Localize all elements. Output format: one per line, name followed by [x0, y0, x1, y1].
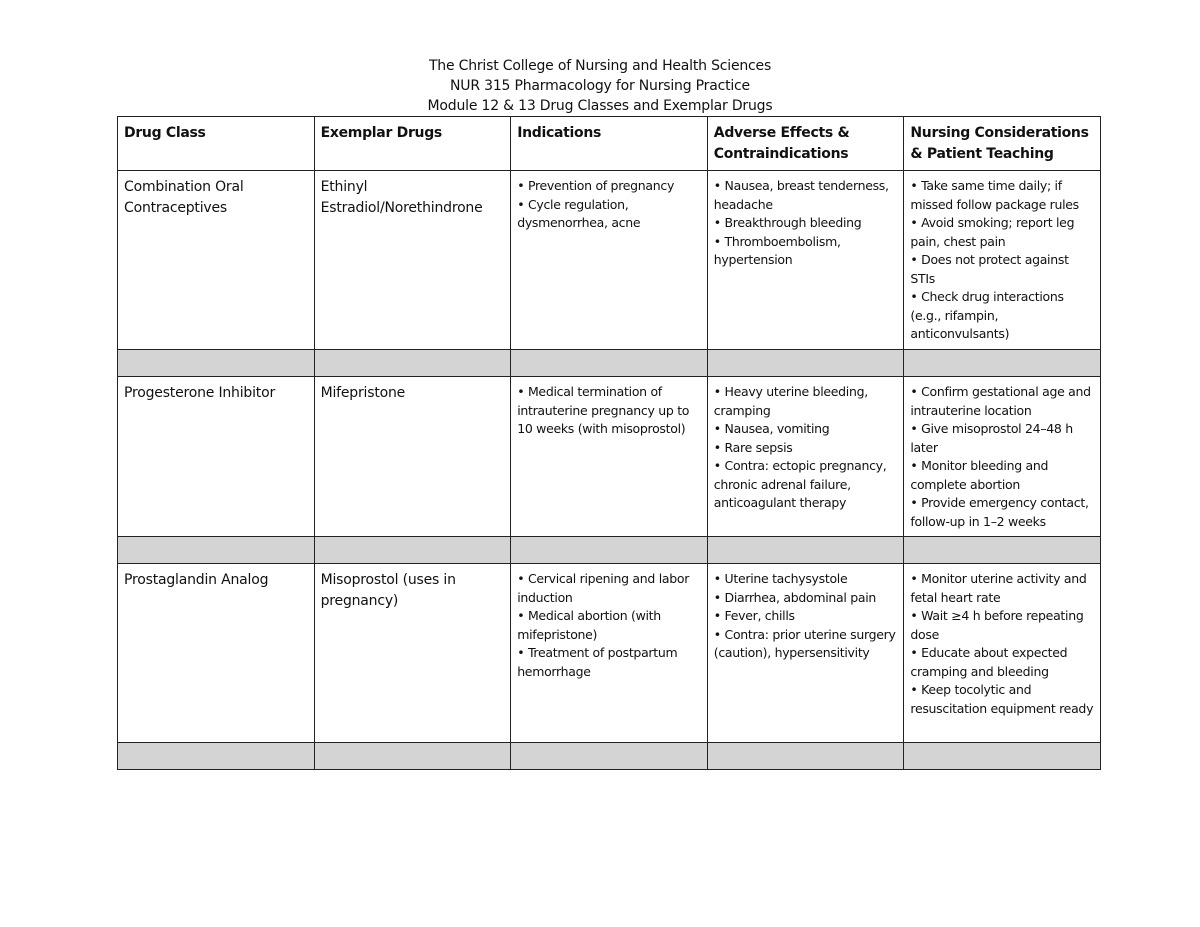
spacer-cell — [118, 350, 315, 377]
spacer-cell — [511, 537, 708, 564]
exemplar-drug-cell: Misoprostol (uses in pregnancy) — [314, 564, 511, 743]
bullet-item: • Take same time daily; if missed follow package rules — [910, 177, 1094, 214]
bullet-item: • Contra: ectopic pregnancy, chronic adrenal failure, anticoagulant therapy — [714, 457, 898, 513]
bullet-item: • Contra: prior uterine surgery (caution), hypersensitivity — [714, 626, 898, 663]
bullet-item: • Cycle regulation, dysmenorrhea, acne — [517, 196, 701, 233]
shaded-spacer-row — [118, 350, 1101, 377]
column-header-drug-class: Drug Class — [118, 117, 315, 171]
bullet-item: • Monitor bleeding and complete abortion — [910, 457, 1094, 494]
nursing-considerations-cell — [904, 377, 1101, 537]
bullet-item: • Breakthrough bleeding — [714, 214, 898, 233]
column-header-nursing-considerations: Nursing Considerations & Patient Teaching — [904, 117, 1101, 171]
bullet-item: • Does not protect against STIs — [910, 251, 1094, 288]
spacer-cell — [314, 537, 511, 564]
indications-cell — [511, 564, 708, 743]
column-header-exemplar-drugs: Exemplar Drugs — [314, 117, 511, 171]
spacer-cell — [118, 537, 315, 564]
adverse-effects-cell — [707, 171, 904, 350]
bullet-item: • Rare sepsis — [714, 439, 898, 458]
exemplar-drug-cell: Mifepristone — [314, 377, 511, 537]
bullet-item: • Check drug interactions (e.g., rifampin, anticonvulsants) — [910, 288, 1094, 344]
bullet-item: • Educate about expected cramping and bleeding — [910, 644, 1094, 681]
bullet-item: • Keep tocolytic and resuscitation equipment ready — [910, 681, 1094, 718]
bullet-item: • Nausea, vomiting — [714, 420, 898, 439]
bullet-item: • Heavy uterine bleeding, cramping — [714, 383, 898, 420]
bullet-item: • Confirm gestational age and intrauterine location — [910, 383, 1094, 420]
adverse-effects-cell — [707, 564, 904, 743]
spacer-cell — [904, 350, 1101, 377]
nursing-considerations-cell — [904, 564, 1101, 743]
exemplar-drug-cell: Ethinyl Estradiol/Norethindrone — [314, 171, 511, 350]
spacer-cell — [707, 350, 904, 377]
bullet-item: • Monitor uterine activity and fetal heart rate — [910, 570, 1094, 607]
document-header — [0, 56, 1200, 116]
column-header-adverse-effects: Adverse Effects & Contraindications — [707, 117, 904, 171]
bullet-item: • Diarrhea, abdominal pain — [714, 589, 898, 608]
spacer-cell — [904, 537, 1101, 564]
spacer-cell — [707, 743, 904, 770]
spacer-cell — [707, 537, 904, 564]
shaded-spacer-row — [118, 537, 1101, 564]
table-row — [118, 377, 1101, 537]
spacer-cell — [314, 350, 511, 377]
spacer-cell — [904, 743, 1101, 770]
bullet-item: • Medical termination of intrauterine pregnancy up to 10 weeks (with misoprostol) — [517, 383, 701, 439]
bullet-item: • Give misoprostol 24–48 h later — [910, 420, 1094, 457]
spacer-cell — [118, 743, 315, 770]
course-title: NUR 315 Pharmacology for Nursing Practice — [450, 78, 750, 94]
shaded-spacer-row — [118, 743, 1101, 770]
bullet-item: • Nausea, breast tenderness, headache — [714, 177, 898, 214]
bullet-item: • Provide emergency contact, follow-up in 1–2 weeks — [910, 494, 1094, 531]
indications-cell — [511, 377, 708, 537]
column-header-indications: Indications — [511, 117, 708, 171]
bullet-item: • Uterine tachysystole — [714, 570, 898, 589]
bullet-item: • Prevention of pregnancy — [517, 177, 701, 196]
drug-class-cell: Combination Oral Contraceptives — [118, 171, 315, 350]
bullet-item: • Fever, chills — [714, 607, 898, 626]
bullet-item: • Treatment of postpartum hemorrhage — [517, 644, 701, 681]
spacer-cell — [314, 743, 511, 770]
bullet-item: • Medical abortion (with mifepristone) — [517, 607, 701, 644]
table-row — [118, 171, 1101, 350]
bullet-item: • Cervical ripening and labor induction — [517, 570, 701, 607]
table-header-row — [118, 117, 1101, 171]
nursing-considerations-cell — [904, 171, 1101, 350]
college-name: The Christ College of Nursing and Health Sciences — [428, 58, 772, 74]
bullet-item: • Wait ≥4 h before repeating dose — [910, 607, 1094, 644]
spacer-cell — [511, 350, 708, 377]
bullet-item: • Avoid smoking; report leg pain, chest pain — [910, 214, 1094, 251]
adverse-effects-cell — [707, 377, 904, 537]
drug-class-cell: Prostaglandin Analog — [118, 564, 315, 743]
indications-cell — [511, 171, 708, 350]
table-row — [118, 564, 1101, 743]
module-title: Module 12 & 13 Drug Classes and Exemplar Drugs — [427, 98, 773, 114]
bullet-item: • Thromboembolism, hypertension — [714, 233, 898, 270]
spacer-cell — [511, 743, 708, 770]
drug-class-cell: Progesterone Inhibitor — [118, 377, 315, 537]
drug-classes-table — [117, 116, 1101, 770]
